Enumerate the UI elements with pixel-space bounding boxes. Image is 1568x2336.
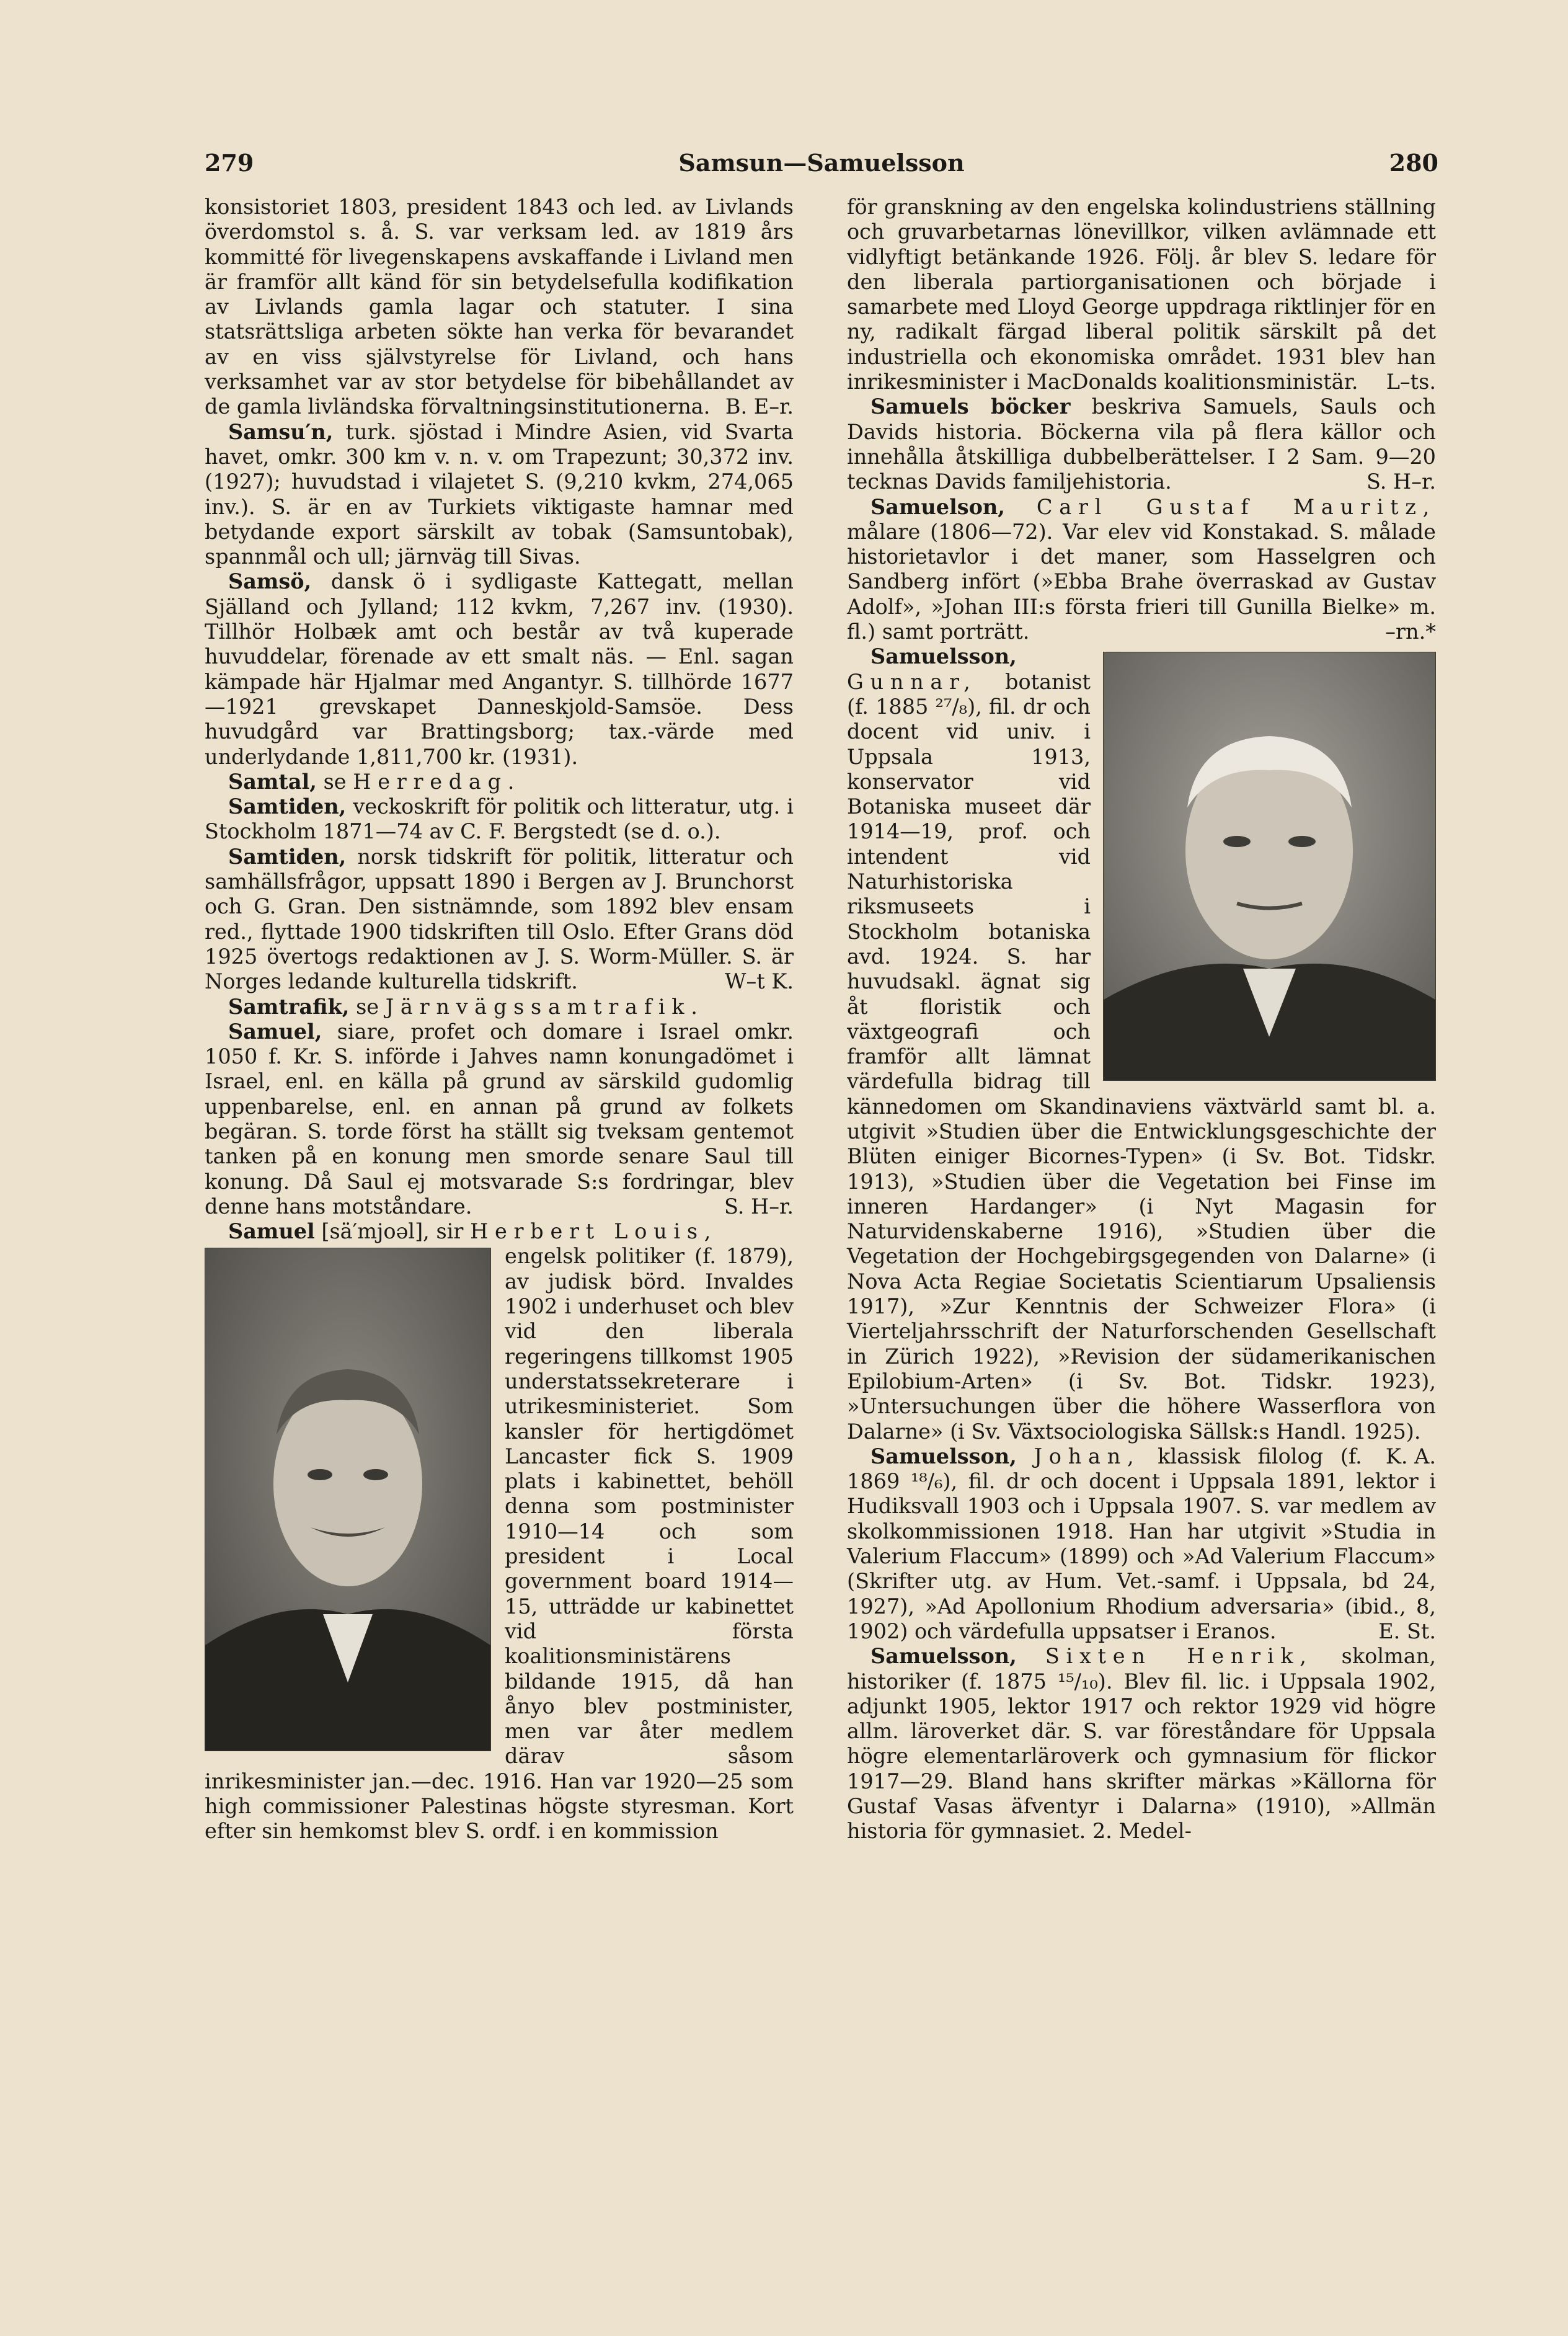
entry-samsun [205, 420, 794, 570]
portrait-photo [1104, 652, 1435, 1080]
entry-continuation [847, 195, 1436, 394]
cross-reference: Herredag. [353, 769, 521, 794]
entry-headword: Samuelsson, [870, 1444, 1017, 1468]
person-name: Carl Gustaf Mauritz, [1036, 494, 1436, 519]
portrait-gunnar-samuelsson [1103, 652, 1436, 1081]
entry-headword: Samsö, [228, 569, 312, 594]
entry-headword: Samtal, [228, 769, 317, 794]
entry-headword: Samuelson, [870, 494, 1005, 519]
entry-headword: Samuelsson, [870, 1644, 1017, 1669]
entry-text: dansk ö i sydligaste Kattegatt, mellan Själland och Jylland; 112 kvkm, 7,267 inv. (1930). Tillhör Holbæk amt och består av två kuperade huvuddelar, förenade av ett smalt näs. — Enl. sagan kämpade här Hjalmar med Angantyr. S. tillhörde 1677—1921 grevskapet Danneskjold-Samsöe. Dess huvudgård var Brattingsborg; tax.-värde med underlydande 1,811,700 kr. (1931). [205, 569, 794, 769]
author-signature: W–t K. [725, 969, 794, 994]
pronunciation: [sä′mjoəl], sir [321, 1219, 464, 1244]
page-number-left: 279 [205, 149, 254, 177]
running-header [205, 149, 1438, 186]
left-column [205, 195, 794, 1844]
portrait-herbert-samuel [205, 1248, 491, 1751]
entry-samtal [205, 770, 794, 794]
entry-text: för granskning av den engelska kolindustriens ställning och gruvarbetarnas lönevillkor, vilken avlämnade ett vidlyftigt betänkande 1926. Följ. år blev S. ledare för den liberala partiorganisationen och började i samarbete med Lloyd George uppdraga riktlinjer för en ny, radikalt färgad liberal politik särskilt på det industriella och ekonomiska området. 1931 blev han inrikesminister i MacDonalds koalitionsministär. [847, 195, 1436, 394]
running-title: Samsun—Samuelsson [678, 149, 965, 177]
entry-samuels-bocker [847, 394, 1436, 494]
entry-samuel [205, 1019, 794, 1219]
entry-text: veckoskrift för politik och litteratur, utg. i Stockholm 1871—74 av C. F. Bergstedt (se d. o.). [205, 794, 794, 844]
author-signature: E. St. [1378, 1619, 1436, 1643]
entry-sixten-samuelsson [847, 1644, 1436, 1844]
entry-text: norsk tidskrift för politik, litteratur och samhällsfrågor, uppsatt 1890 i Bergen av J. Brunchorst och G. Gran. Den sistnämnde, som 1892 blev ensam red., flyttade 1900 tidskriften till Oslo. Efter Grans död 1925 övertogs redaktionen av J. S. Worm-Müller. S. är Norges ledande kulturella tidskrift. [205, 844, 794, 994]
entry-text: siare, profet och domare i Israel omkr. 1050 f. Kr. S. införde i Jahves namn konungadömet i Israel, enl. en källa på grund av särskild gudomlig uppenbarelse, enl. en annan på grund av folkets begäran. S. torde först ha ställt sig tveksam gentemot tanken på en konung men smorde senare Saul till konung. Då Saul ej motsvarade S:s fordringar, blev denne hans motståndare. [205, 1019, 794, 1219]
entry-headword: Samuel, [228, 1019, 322, 1044]
entry-continuation [205, 195, 794, 420]
author-signature: –rn.* [1385, 620, 1436, 644]
entry-johan-samuelsson [847, 1444, 1436, 1644]
person-name: Sixten Henrik, [1045, 1644, 1313, 1669]
entry-text: engelsk politiker (f. 1879), av judisk börd. Invaldes 1902 i underhuset och blev vid den liberala regeringens tillkomst 1905 understatssekreterare i utrikesministeriet. Som kansler för hertigdömet Lancaster fick S. 1909 plats i kabinettet, behöll denna som postminister 1910—14 och som president i Local government board 1914—15, utträdde ur kabinettet vid första koalitionsministärens bildande 1915, då han ånyo blev postminister, men var åter medlem därav såsom inrikesminister jan.—dec. 1916. Han var 1920—25 som high commissioner Palestinas högste styresman. Kort efter sin hemkomst blev S. ordf. i en kommission [205, 1244, 794, 1844]
author-signature: S. H–r. [724, 1194, 794, 1219]
entry-text: konsistoriet 1803, president 1843 och led. av Livlands överdomstol s. å. S. var verksam led. av 1819 års kommitté för livegenskapens avskaffande i Livland men är framför allt känd för sin betydelsefulla kodifikation av Livlands gamla lagar och statuter. I sina statsrättsliga arbeten sökte han verka för bevarandet av en viss självstyrelse för Livland, och hans verksamhet var av stor betydelse för bibehållandet av de gamla livländska förvaltningsinstitutionerna. [205, 195, 794, 419]
person-name: Johan, [1034, 1444, 1141, 1468]
page-number-right: 280 [1389, 149, 1438, 177]
entry-text: beskriva Samuels, Sauls och Davids historia. Böckerna vila på flera källor och innehålla åtskilliga dubbelberättelser. I 2 Sam. 9—20 tecknas Davids familjehistoria. [847, 394, 1436, 494]
entry-text: målare (1806—72). Var elev vid Konstakad. S. målade historietavlor i det maner, som Hasselgren och Sandberg infört (»Ebba Brahe överraskad av Gustav Adolf», »Johan III:s första frieri till Gunilla Bielke» m. fl.) samt porträtt. [847, 519, 1436, 644]
entry-text: skolman, historiker (f. 1875 ¹⁵/₁₀). Blev fil. lic. i Uppsala 1902, adjunkt 1905, lektor 1917 och rektor 1929 vid högre allm. läroverket där. S. var föreståndare för Uppsala högre elementarläroverk och gymnasium för flickor 1917—29. Bland hans skrifter märkas »Källorna för Gustaf Vasas äfventyr i Dalarna» (1910), »Allmän historia för gymnasiet. 2. Medel- [847, 1644, 1436, 1844]
entry-headword: Samtiden, [228, 844, 347, 869]
entry-headword: Samsu′n, [228, 419, 334, 444]
entry-samtrafik [205, 995, 794, 1019]
entry-samtiden-2 [205, 845, 794, 995]
entry-samso [205, 569, 794, 769]
author-signature: B. E–r. [725, 394, 794, 419]
cross-reference: Järnvägssamtrafik. [385, 994, 704, 1019]
see-prefix: se [356, 994, 379, 1019]
author-signature: K. A. [1385, 1444, 1436, 1468]
person-name: Herbert Louis, [470, 1219, 718, 1244]
author-signature: L–ts. [1386, 370, 1436, 394]
entry-headword: Samtiden, [228, 794, 347, 819]
entry-headword: Samuelsson, [870, 644, 1017, 669]
right-column [847, 195, 1436, 1844]
portrait-photo [205, 1248, 490, 1751]
entry-text: botanist (f. 1885 ²⁷/₈), fil. dr och docent vid univ. i Uppsala 1913, konservator vid Botaniska museet där 1914—19, prof. och intendent vid Naturhistoriska riksmuseets i Stockholm botaniska avd. 1924. S. har huvudsakl. ägnat sig åt floristik och växtgeografi och framför allt lämnat värdefulla bidrag till kännedomen om Skandinaviens växtvärld samt bl. a. utgivit »Studien über die Entwicklungsgeschichte der Blüten einiger Bicornes-Typen» (i Sv. Bot. Tidskr. 1913), »Studien über die Vegetation bei Finse im inneren Hardanger» (i Nyt Magasin for Naturvidenskaberne 1916), »Studien über die Vegetation der Hochgebirgsgegenden von Dalarne» (i Nova Acta Regiae Societatis Scientiarum Upsaliensis 1917), »Zur Kenntnis der Schweizer Flora» (i Vierteljahrsschrift der Naturforschenden Gesellschaft in Zürich 1922), »Revision der südamerikanischen Epilobium-Arten» (i Sv. Bot. Tidskr. 1923), »Untersuchungen über die höhere Wasserflora von Dalarne» (i Sv. Växtsociologiska Sällsk:s Handl. 1925). [847, 669, 1436, 1444]
entry-carl-samuelson [847, 495, 1436, 645]
entry-samtiden-1 [205, 794, 794, 845]
entry-text: turk. sjöstad i Mindre Asien, vid Svarta havet, omkr. 300 km v. n. v. om Trapezunt; 30,372 inv. (1927); huvudstad i vilajetet S. (9,210 kvkm, 274,065 inv.). S. är en av Turkiets viktigaste hamnar med betydande export särskilt av tobak (Samsuntobak), spannmål och ull; järnväg till Sivas. [205, 419, 794, 569]
entry-headword: Samtrafik, [228, 994, 350, 1019]
entry-headword: Samuel [228, 1219, 315, 1244]
author-signature: S. H–r. [1366, 469, 1436, 494]
entry-herbert-samuel [205, 1219, 794, 1244]
entry-text: klassisk filolog (f. 1869 ¹⁸/₆), fil. dr och docent i Uppsala 1891, lektor i Hudiksvall 1903 och i Uppsala 1907. S. var medlem av skolkommissionen 1918. Han har utgivit »Studia in Valerium Flaccum» (1899) och »Ad Valerium Flaccum» (Skrifter utg. av Hum. Vet.-samf. i Uppsala, bd 24, 1927), »Ad Apollonium Rhodium adversaria» (ibid., 8, 1902) och värdefulla uppsatser i Eranos. [847, 1444, 1436, 1643]
person-name: Gunnar, [847, 669, 977, 694]
see-prefix: se [323, 769, 347, 794]
entry-headword: Samuels böcker [870, 394, 1071, 419]
